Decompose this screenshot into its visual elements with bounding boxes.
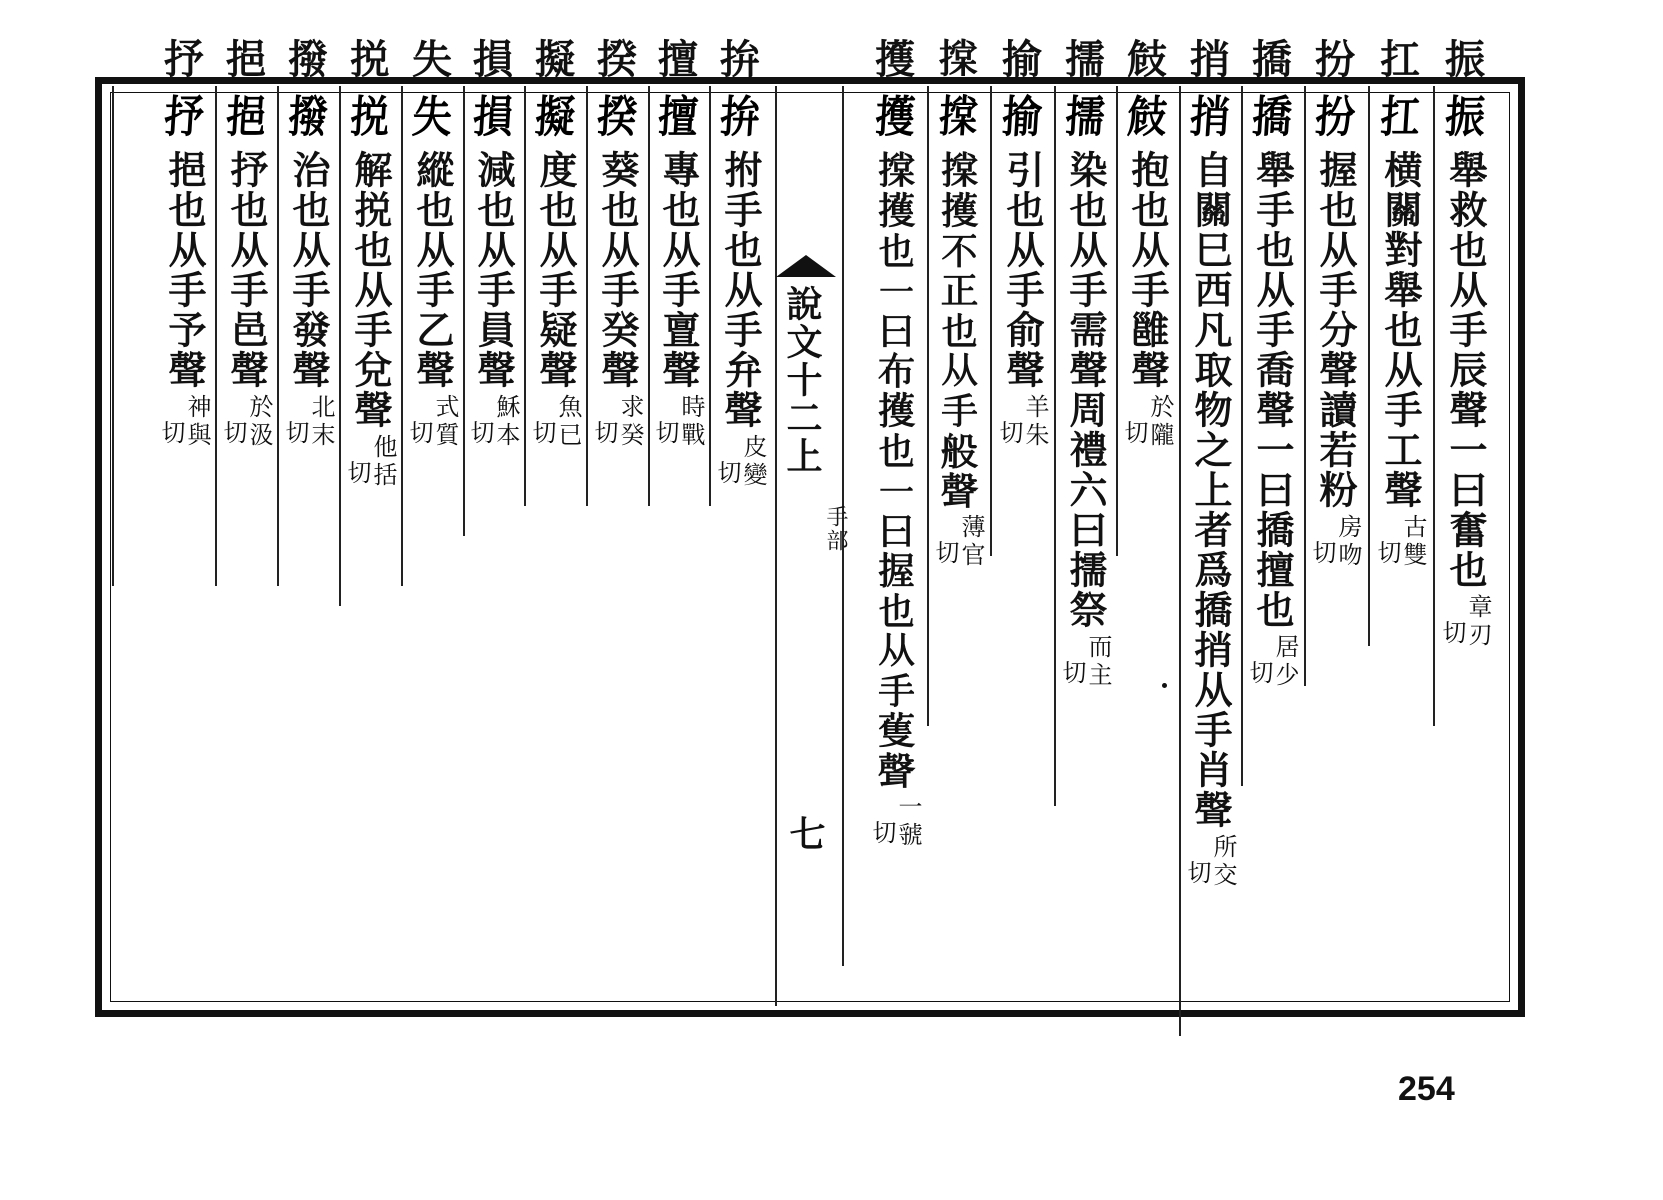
fanqie-qie: 切 (157, 420, 185, 448)
column-rule (339, 86, 341, 606)
definition-text: 𢴤擭不正也从手般聲 (936, 150, 981, 510)
definition-text: 減也从手員聲 (471, 150, 516, 390)
entry-column (402, 92, 462, 1012)
seal-character: 扮 (1313, 92, 1357, 143)
fanqie-qie: 切 (1308, 540, 1336, 568)
entry-column (648, 92, 708, 1012)
entry-column (154, 92, 214, 1012)
fanqie-reading: 章刃 (1464, 594, 1492, 650)
fanqie-qie: 切 (1120, 420, 1148, 448)
entry-column (463, 92, 523, 1012)
column-rule (1433, 86, 1435, 726)
fanqie-annotation (869, 794, 921, 850)
headword-8: 𢴤 (938, 36, 978, 83)
headword-2: 扮 (1315, 36, 1355, 83)
entry-column (1055, 92, 1115, 1012)
seal-character: 㩻 (1125, 92, 1169, 143)
fanqie-annotation (1246, 634, 1298, 690)
entry-column (710, 92, 770, 1012)
headword-0: 振 (1445, 36, 1485, 83)
entry-column (992, 92, 1052, 1012)
headword-1: 扛 (1380, 36, 1420, 83)
entry-column (587, 92, 647, 1012)
definition-text: 度也从手疑聲 (533, 150, 578, 390)
column-rule (1241, 86, 1243, 786)
fanqie-qie: 切 (1438, 620, 1466, 648)
column-rule (1368, 86, 1370, 646)
headword-13: 擬 (535, 36, 575, 83)
fanqie-qie: 切 (1373, 540, 1401, 568)
entry-column (340, 92, 400, 1012)
seal-character: 擬 (533, 92, 577, 143)
definition-text: 挹也从手予聲 (162, 150, 207, 390)
fanqie-reading: 神與 (183, 394, 211, 450)
column-rule (1304, 86, 1306, 686)
headword-11: 擅 (658, 36, 698, 83)
headword-3: 撟 (1252, 36, 1292, 83)
fanqie-reading: 薄官 (957, 514, 985, 570)
seal-character: 失 (410, 92, 454, 143)
seal-character: 振 (1443, 92, 1487, 143)
fanqie-annotation (529, 394, 581, 450)
fanqie-annotation (1439, 594, 1491, 650)
definition-text: 引也从手俞聲 (1000, 150, 1045, 390)
fanqie-qie: 切 (590, 420, 618, 448)
entry-column (865, 92, 925, 1012)
book-title: 說文十二上 (781, 285, 823, 475)
definition-text: 横關對舉也从手工聲 (1378, 150, 1423, 510)
headword-14: 損 (473, 36, 513, 83)
column-rule (927, 86, 929, 726)
fanqie-qie: 切 (651, 420, 679, 448)
fanqie-qie: 切 (931, 540, 959, 568)
section-name: 手部 (823, 505, 848, 553)
entry-column (1117, 92, 1177, 1012)
headword-15: 失 (412, 36, 452, 83)
seal-character: 抒 (162, 92, 206, 143)
ink-dot (1162, 683, 1167, 688)
fanqie-annotation (1121, 394, 1173, 450)
headword-17: 撥 (288, 36, 328, 83)
headword-19: 抒 (164, 36, 204, 83)
column-rule (1116, 86, 1118, 556)
seal-character: 擩 (1063, 92, 1107, 143)
headword-18: 挹 (226, 36, 266, 83)
fanqie-reading: 居少 (1271, 634, 1299, 690)
seal-character: 揆 (595, 92, 639, 143)
fanqie-reading: 一虢 (894, 794, 922, 850)
fanqie-reading: 皮變 (739, 434, 767, 490)
seal-character: 撥 (286, 92, 330, 143)
fanqie-reading: 於隴 (1146, 394, 1174, 450)
column-rule (277, 86, 279, 586)
fanqie-annotation (1309, 514, 1361, 570)
fanqie-annotation (652, 394, 704, 450)
fanqie-reading: 求癸 (616, 394, 644, 450)
headword-5: 㩻 (1127, 36, 1167, 83)
seal-character: 拚 (718, 92, 762, 143)
fanqie-annotation (1374, 514, 1426, 570)
seal-character: 揄 (1000, 92, 1044, 143)
definition-text: 舉手也从手喬聲一曰撟擅也 (1250, 150, 1295, 630)
column-rule (586, 86, 588, 506)
fanqie-annotation (220, 394, 272, 450)
entry-column (1305, 92, 1365, 1012)
definition-text: 拊手也从手弁聲 (718, 150, 763, 430)
fanqie-annotation (344, 434, 396, 490)
column-rule (215, 86, 217, 586)
fanqie-qie: 切 (405, 420, 433, 448)
headword-9: 擭 (875, 36, 915, 83)
fanqie-annotation (996, 394, 1048, 450)
fanqie-reading: 所交 (1209, 834, 1237, 890)
fanqie-annotation (1059, 634, 1111, 690)
definition-text: 抒也从手邑聲 (224, 150, 269, 390)
fanqie-reading: 他括 (369, 434, 397, 490)
seal-character: 損 (471, 92, 515, 143)
fanqie-reading: 於汲 (245, 394, 273, 450)
fanqie-qie: 切 (219, 420, 247, 448)
seal-character: 捎 (1188, 92, 1232, 143)
fanqie-qie: 切 (1245, 660, 1273, 688)
fanqie-reading: 房吻 (1334, 514, 1362, 570)
entry-column (278, 92, 338, 1012)
fanqie-qie: 切 (868, 820, 896, 848)
page-number: 254 (1398, 1070, 1455, 1108)
seal-character: 扛 (1378, 92, 1422, 143)
entry-column (1242, 92, 1302, 1012)
fanqie-qie: 切 (713, 460, 741, 488)
fanqie-qie: 切 (466, 420, 494, 448)
fanqie-qie: 切 (1183, 860, 1211, 888)
headword-4: 捎 (1190, 36, 1230, 83)
definition-text: 𢴤擭也一曰布擭也一曰握也从手蒦聲 (873, 150, 918, 790)
fanqie-annotation (932, 514, 984, 570)
fanqie-reading: 時戰 (677, 394, 705, 450)
fanqie-annotation (591, 394, 643, 450)
center-fold-column (772, 255, 848, 895)
headword-16: 捝 (350, 36, 390, 83)
fanqie-reading: 而主 (1084, 634, 1112, 690)
fanqie-reading: 古雙 (1399, 514, 1427, 570)
definition-text: 自關巳西凡取物之上者爲撟捎从手肖聲 (1188, 150, 1233, 830)
seal-character: 擭 (873, 92, 917, 143)
definition-text: 解捝也从手兌聲 (348, 150, 393, 430)
definition-text: 抱也从手雝聲 (1125, 150, 1170, 390)
entry-column (216, 92, 276, 1012)
entry-column (525, 92, 585, 1012)
seal-character: 挹 (224, 92, 268, 143)
entry-column (928, 92, 988, 1012)
fanqie-annotation (158, 394, 210, 450)
fish-tail-mark-icon (776, 255, 836, 277)
fanqie-reading: 北末 (307, 394, 335, 450)
headword-12: 揆 (597, 36, 637, 83)
seal-character: 捝 (348, 92, 392, 143)
column-rule (463, 86, 465, 536)
definition-text: 握也从手分聲讀若粉 (1313, 150, 1358, 510)
column-rule (1179, 86, 1181, 1036)
seal-character: 擅 (656, 92, 700, 143)
fanqie-annotation (714, 434, 766, 490)
definition-text: 染也从手需聲周禮六曰擩祭 (1063, 150, 1108, 630)
headword-6: 擩 (1065, 36, 1105, 83)
column-rule (112, 86, 114, 586)
fanqie-qie: 切 (281, 420, 309, 448)
fanqie-reading: 穌本 (492, 394, 520, 450)
definition-text: 舉救也从手辰聲一曰奮也 (1443, 150, 1488, 590)
column-rule (990, 86, 992, 556)
entry-column (1435, 92, 1495, 1012)
fanqie-qie: 切 (1058, 660, 1086, 688)
column-rule (648, 86, 650, 506)
headword-7: 揄 (1002, 36, 1042, 83)
entry-column (1370, 92, 1430, 1012)
definition-text: 治也从手發聲 (286, 150, 331, 390)
column-rule (1054, 86, 1056, 806)
headword-10: 拚 (720, 36, 760, 83)
fanqie-reading: 羊朱 (1021, 394, 1049, 450)
seal-character: 𢴤 (936, 92, 980, 143)
fanqie-annotation (406, 394, 458, 450)
column-rule (401, 86, 403, 586)
fanqie-qie: 切 (995, 420, 1023, 448)
definition-text: 葵也从手癸聲 (595, 150, 640, 390)
fanqie-qie: 切 (528, 420, 556, 448)
fanqie-annotation (1184, 834, 1236, 890)
fanqie-reading: 魚已 (554, 394, 582, 450)
column-rule (524, 86, 526, 506)
definition-text: 專也从手亶聲 (656, 150, 701, 390)
folio-number: 七 (784, 815, 826, 851)
entry-column (1180, 92, 1240, 1012)
definition-text: 縱也从手乙聲 (410, 150, 455, 390)
fanqie-annotation (467, 394, 519, 450)
fanqie-reading: 式質 (431, 394, 459, 450)
fanqie-qie: 切 (343, 460, 371, 488)
seal-character: 撟 (1250, 92, 1294, 143)
fanqie-annotation (282, 394, 334, 450)
column-rule (709, 86, 711, 506)
